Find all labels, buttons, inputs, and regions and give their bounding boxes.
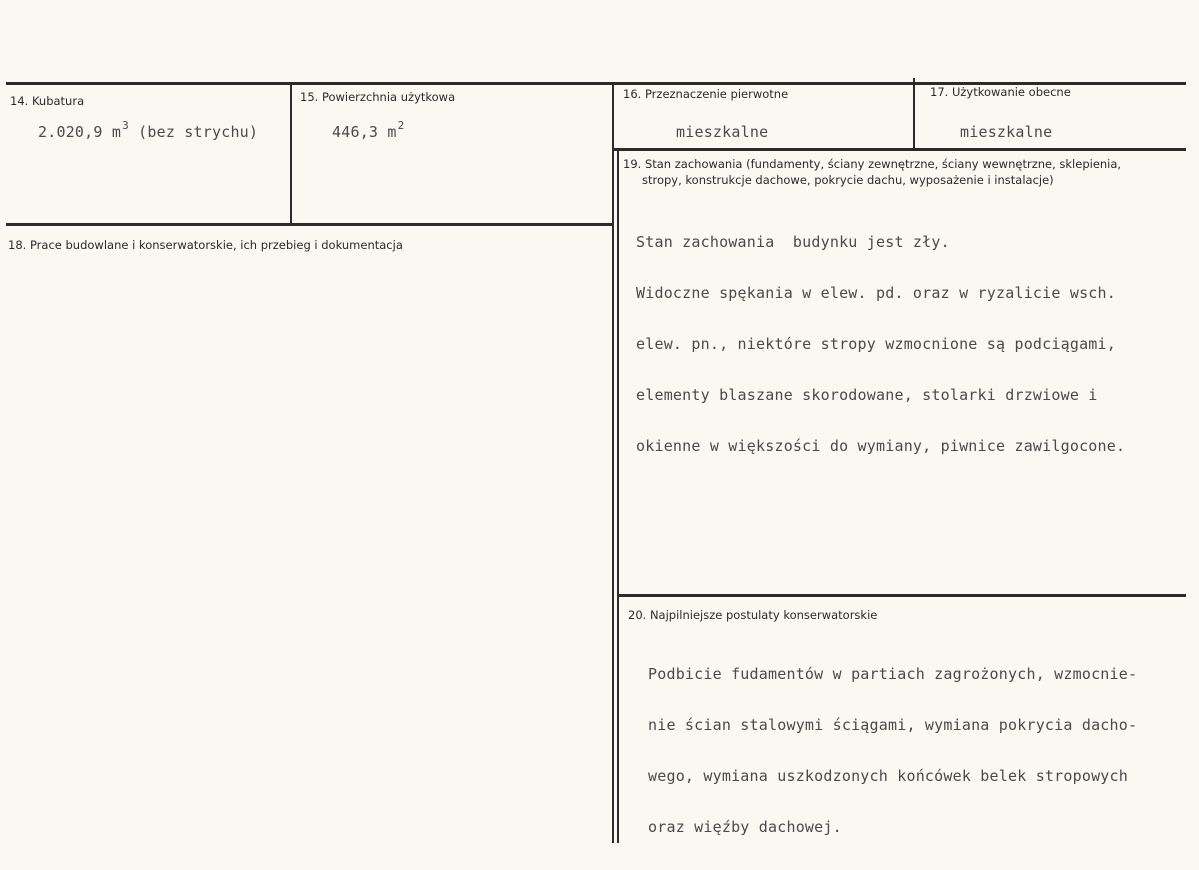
- rule-v-14-15: [290, 82, 292, 225]
- field18-label: 18. Prace budowlane i konserwatorskie, ich przebieg i dokumentacja: [8, 238, 403, 252]
- field15-value: [332, 119, 405, 142]
- field14-value: [38, 119, 259, 142]
- field15-label: 15. Powierzchnia użytkowa: [300, 90, 456, 104]
- field14-note: (bez strychu): [128, 123, 259, 141]
- field19-line: Stan zachowania budynku jest zły.: [636, 233, 950, 251]
- field14-unit-exponent: 3: [122, 119, 129, 132]
- field19-text: [636, 200, 1125, 489]
- rule-v-center-lower: [617, 150, 619, 843]
- field19-label-line2: stropy, konstrukcje dachowe, pokrycie dachu, wyposażenie i instalacje): [642, 173, 1054, 187]
- field20-line: nie ścian stalowymi ściągami, wymiana pokrycia dacho-: [648, 716, 1138, 734]
- field14-number: 2.020,9 m: [38, 123, 122, 141]
- rule-right-row1-bottom: [612, 148, 1186, 151]
- field20-label: 20. Najpilniejsze postulaty konserwatorskie: [628, 608, 878, 622]
- field19-label-line1: 19. Stan zachowania (fundamenty, ściany zewnętrzne, ściany wewnętrzne, sklepienia,: [623, 157, 1122, 171]
- rule-v-16-17: [913, 78, 915, 150]
- field20-line: Podbicie fudamentów w partiach zagrożonych, wzmocnie-: [648, 665, 1138, 683]
- field19-line: elew. pn., niektóre stropy wzmocnione są podciągami,: [636, 335, 1116, 353]
- field16-value: mieszkalne: [676, 123, 769, 141]
- field17-label: 17. Użytkowanie obecne: [930, 85, 1071, 99]
- field15-number: 446,3 m: [332, 123, 397, 141]
- field20-line: oraz więźby dachowej.: [648, 818, 842, 836]
- field19-line: elementy blaszane skorodowane, stolarki drzwiowe i: [636, 386, 1098, 404]
- field14-label: 14. Kubatura: [10, 94, 85, 108]
- rule-v-center: [612, 82, 614, 843]
- field20-line: wego, wymiana uszkodzonych końcówek belek stropowych: [648, 767, 1128, 785]
- field19-line: okienne w większości do wymiany, piwnice zawilgocone.: [636, 437, 1126, 455]
- field15-unit-exponent: 2: [397, 119, 405, 132]
- field16-label: 16. Przeznaczenie pierwotne: [623, 87, 789, 101]
- rule-field20-top: [618, 594, 1186, 597]
- rule-left-row1-bottom: [6, 223, 614, 226]
- field17-value: mieszkalne: [960, 123, 1053, 141]
- field20-text: [648, 632, 1137, 870]
- field19-line: Widoczne spękania w elew. pd. oraz w ryzalicie wsch.: [636, 284, 1116, 302]
